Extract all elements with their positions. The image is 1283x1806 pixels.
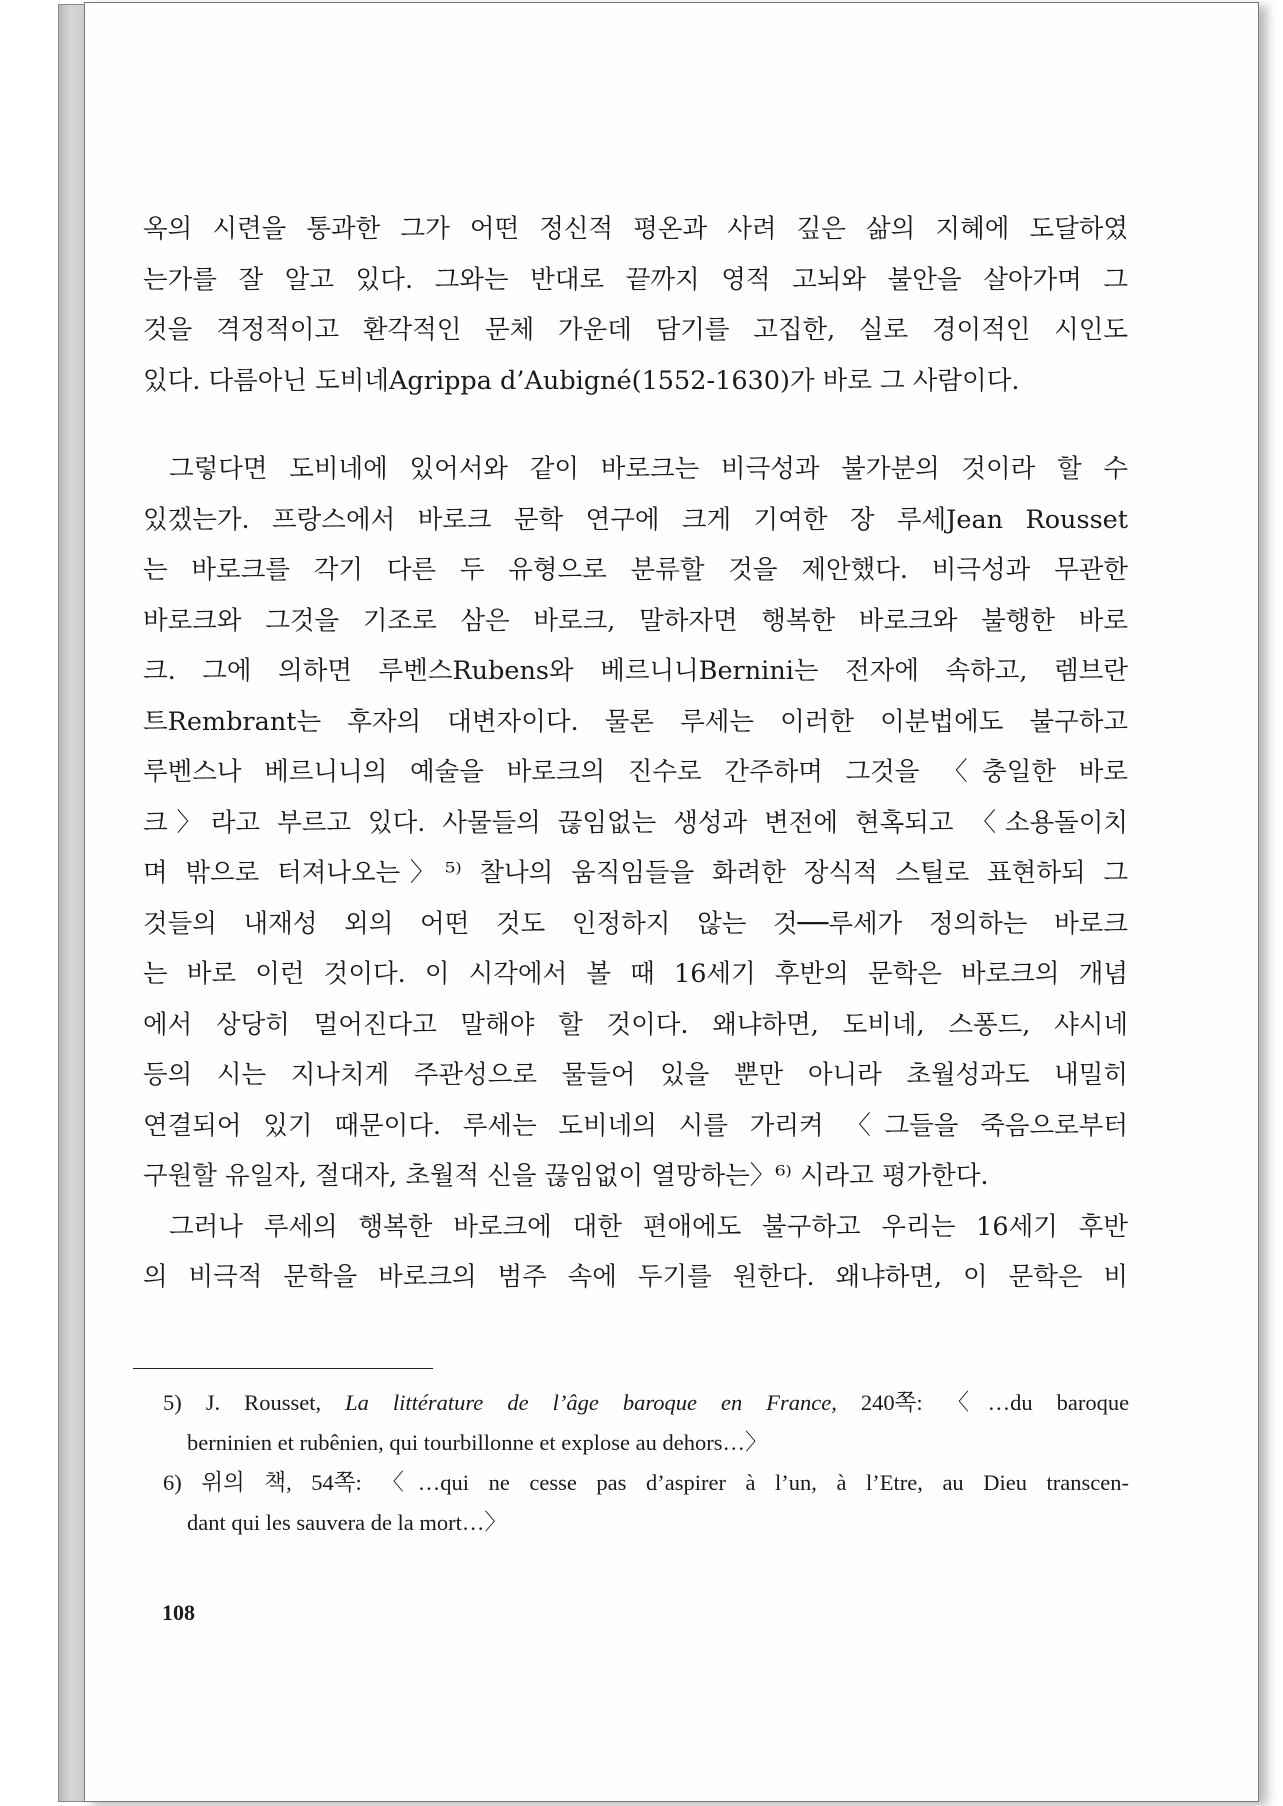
body-text [143, 204, 1128, 1303]
text-line: 그러나 루세의 행복한 바로크에 대한 편애에도 불구하고 우리는 16세기 후반 [169, 1211, 1128, 1242]
footnote-line [163, 1383, 1129, 1423]
footnote-6 [163, 1463, 1129, 1543]
text-line: 는 바로크를 각기 다른 두 유형으로 분류할 것을 제안했다. 비극성과 무관한 [143, 555, 1128, 585]
text-line: 의 비극적 문학을 바로크의 범주 속에 두기를 원한다. 왜냐하면, 이 문학은 비 [143, 1262, 1128, 1292]
footnote-line: dant qui les sauvera de la mort…〉 [187, 1510, 507, 1535]
text-line: 는가를 잘 알고 있다. 그와는 반대로 끝까지 영적 고뇌와 불안을 살아가며 그 [143, 264, 1128, 295]
text-line: 바로크와 그것을 기조로 삼은 바로크, 말하자면 행복한 바로크와 불행한 바로 [143, 605, 1128, 636]
footnote-marker: 5) [163, 1390, 182, 1415]
text-line: 루벤스나 베르니니의 예술을 바로크의 진수로 간주하며 그것을 〈충일한 바로 [143, 757, 1128, 787]
page-number: 108 [162, 1600, 195, 1625]
footnote-5 [163, 1383, 1129, 1463]
footnote-quote: 〈…du baroque [946, 1390, 1129, 1415]
footnote-marker: 6) [163, 1470, 182, 1495]
text-line: 에서 상당히 멀어진다고 말해야 할 것이다. 왜냐하면, 도비네, 스퐁드, 샤시네 [143, 1009, 1128, 1040]
text-line: 것들의 내재성 외의 어떤 것도 인정하지 않는 것──루세가 정의하는 바로크 [143, 908, 1128, 939]
paragraph-3 [143, 1202, 1128, 1303]
text-line: 는 바로 이런 것이다. 이 시각에서 볼 때 16세기 후반의 문학은 바로크의 개념 [143, 959, 1128, 989]
paragraph-1 [143, 204, 1128, 406]
footnote-quote: 〈…qui ne cesse pas d’aspirer à l’un, à l’Etre, au Dieu transcen- [381, 1470, 1129, 1495]
text-line: 트Rembrant는 후자의 대변자이다. 물론 루세는 이러한 이분법에도 불구하고 [143, 706, 1128, 737]
book-spine [58, 4, 86, 1802]
footnote-line [163, 1463, 1129, 1503]
paragraph-2 [143, 444, 1128, 1202]
text-line: 연결되어 있기 때문이다. 루세는 도비네의 시를 가리켜 〈그들을 죽음으로부터 [143, 1110, 1128, 1141]
text-line: 구원할 유일자, 절대자, 초월적 신을 끊임없이 열망하는〉⁶⁾ 시라고 평가한다. [143, 1161, 989, 1191]
footnote-page: 240쪽: [860, 1390, 923, 1415]
footnote-line: berninien et rubênien, qui tourbillonne et explose au dehors…〉 [187, 1430, 768, 1455]
footnote-author: J. Rousset, [205, 1390, 322, 1415]
footnote-page: 54쪽: [311, 1470, 362, 1495]
text-line: 있다. 다름아닌 도비네Agrippa d’Aubigné(1552-1630)가 바로 그 사람이다. [143, 365, 1020, 396]
footnote-title: La littérature de l’âge baroque en France, [345, 1390, 837, 1415]
text-line: 그렇다면 도비네에 있어서와 같이 바로크는 비극성과 불가분의 것이라 할 수 [169, 454, 1128, 484]
text-line: 크. 그에 의하면 루벤스Rubens와 베르니니Bernini는 전자에 속하고, 렘브란 [143, 656, 1128, 686]
footnote-separator [133, 1368, 433, 1369]
footnotes [163, 1383, 1129, 1543]
text-line: 며 밖으로 터져나오는〉⁵⁾ 찰나의 움직임들을 화려한 장식적 스틸로 표현하되 그 [143, 858, 1128, 888]
footnote-ref: 위의 책, [201, 1470, 292, 1495]
text-line: 있겠는가. 프랑스에서 바로크 문학 연구에 크게 기여한 장 루세Jean Rousset [143, 504, 1128, 535]
text-line: 등의 시는 지나치게 주관성으로 물들어 있을 뿐만 아니라 초월성과도 내밀히 [143, 1060, 1128, 1090]
paragraph-gap [143, 406, 1128, 444]
text-line: 것을 격정적이고 환각적인 문체 가운데 담기를 고집한, 실로 경이적인 시인도 [143, 315, 1128, 345]
text-line: 옥의 시련을 통과한 그가 어떤 정신적 평온과 사려 깊은 삶의 지혜에 도달하였 [143, 214, 1128, 244]
text-line: 크〉라고 부르고 있다. 사물들의 끊임없는 생성과 변전에 현혹되고 〈소용돌이치 [143, 807, 1128, 838]
